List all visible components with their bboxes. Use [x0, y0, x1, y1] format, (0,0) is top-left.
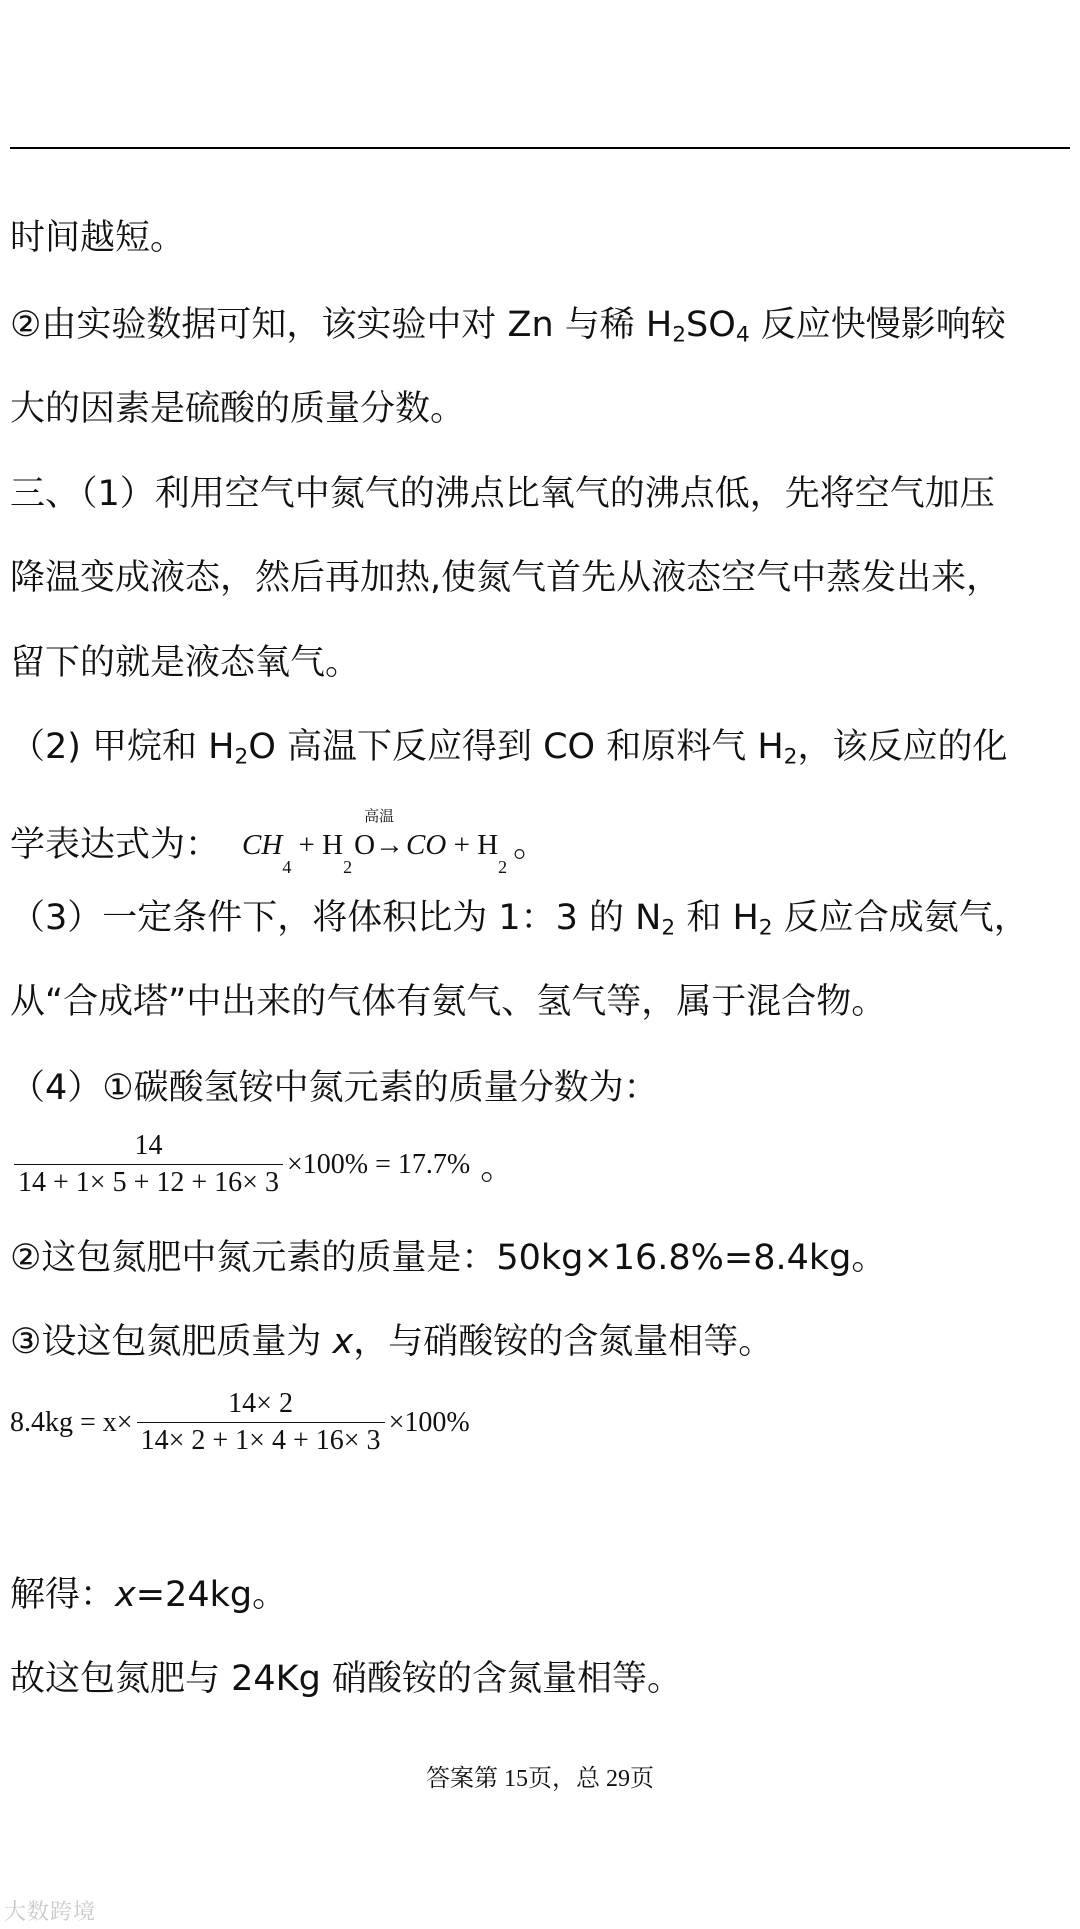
text-segment: ，与硝酸铵的含氮量相等。 [353, 1322, 774, 1362]
text-line-4: 三、（1）利用空气中氮气的沸点比氧气的沸点低，先将空气加压 [10, 474, 995, 514]
subscript: 2 [661, 915, 676, 941]
text-line-5: 降温变成液态，然后再加热,使氮气首先从液态空气中蒸发出来， [10, 558, 1002, 598]
fraction-denominator: 14 + 1× 5 + 12 + 16× 3 [14, 1164, 283, 1199]
eq-term: + H [446, 829, 499, 861]
eq-term: CH [242, 829, 283, 861]
text-segment: ②由实验数据可知，该实验中对 Zn 与稀 H [10, 305, 673, 345]
text-segment: ③设这包氮肥质量为 [10, 1322, 333, 1362]
text-line-10: 从“合成塔”中出来的气体有氨气、氢气等，属于混合物。 [10, 982, 887, 1022]
text-line-2 [10, 303, 1006, 347]
fraction [137, 1388, 385, 1457]
reaction-condition: 高温 [364, 809, 395, 825]
variable-x: x [115, 1575, 136, 1615]
text-segment: 反应快慢影响较 [749, 305, 1006, 345]
text-segment: SO [686, 305, 736, 345]
subscript: 2 [783, 744, 798, 770]
text-segment: 。 [513, 825, 549, 865]
page-footer: 答案第 15页，总 29页 [426, 1766, 654, 1792]
text-line-7 [10, 725, 1008, 769]
text-segment: 和 H [675, 898, 759, 938]
fraction-denominator: 14× 2 + 1× 4 + 16× 3 [137, 1422, 385, 1457]
eq-term: + H [291, 829, 344, 861]
subscript: 2 [758, 915, 773, 941]
text-line-13: ②这包氮肥中氮元素的质量是：50kg×16.8%=8.4kg。 [10, 1238, 887, 1278]
arrow-icon: → [375, 829, 405, 861]
variable-x: x [332, 1322, 354, 1362]
text-segment: 。 [480, 1147, 516, 1188]
text-line-1: 时间越短。 [10, 218, 186, 258]
eq-term: O [354, 829, 376, 861]
text-line-8 [10, 809, 549, 877]
formula-rest: ×100% [388, 1406, 470, 1438]
text-segment: O 高温下反应得到 CO 和原料气 H [248, 727, 784, 767]
text-line-14 [10, 1320, 773, 1364]
fraction-numerator: 14× 2 [228, 1388, 293, 1419]
chemical-equation: CH 4 + H 2 高温 O → CO + H 2 [242, 809, 508, 877]
text-line-3: 大的因素是硫酸的质量分数。 [10, 389, 466, 429]
text-segment: （2) 甲烷和 H [10, 727, 235, 767]
formula-lhs: 8.4kg = x× [10, 1406, 133, 1438]
text-line-11: （4）①碳酸氢铵中氮元素的质量分数为： [10, 1068, 659, 1108]
subscript: 2 [234, 744, 249, 770]
text-line-6: 留下的就是液态氧气。 [10, 643, 361, 683]
text-segment: ，该反应的化 [797, 727, 1008, 767]
subscript: 2 [672, 322, 687, 348]
subscript: 4 [735, 322, 750, 348]
text-line-9 [10, 896, 1029, 940]
watermark: 大数跨境 [4, 1900, 97, 1925]
text-segment: 反应合成氨气， [772, 898, 1029, 938]
text-segment: 解得： [10, 1575, 116, 1615]
fraction-numerator: 14 [134, 1130, 163, 1161]
formula-rest: ×100% = 17.7% [286, 1148, 471, 1180]
reaction-arrow [354, 810, 404, 867]
text-segment: （3）一定条件下，将体积比为 1：3 的 N [10, 898, 662, 938]
formula-equation [10, 1388, 470, 1457]
text-segment: 学表达式为： [10, 825, 221, 865]
text-segment: =24kg。 [135, 1575, 288, 1615]
fraction [14, 1130, 283, 1199]
formula-nitrogen-fraction [10, 1130, 515, 1199]
text-line-16: 故这包氮肥与 24Kg 硝酸铵的含氮量相等。 [10, 1659, 682, 1699]
eq-term: CO [406, 829, 447, 861]
text-line-15 [10, 1573, 287, 1617]
header-rule [10, 147, 1070, 149]
